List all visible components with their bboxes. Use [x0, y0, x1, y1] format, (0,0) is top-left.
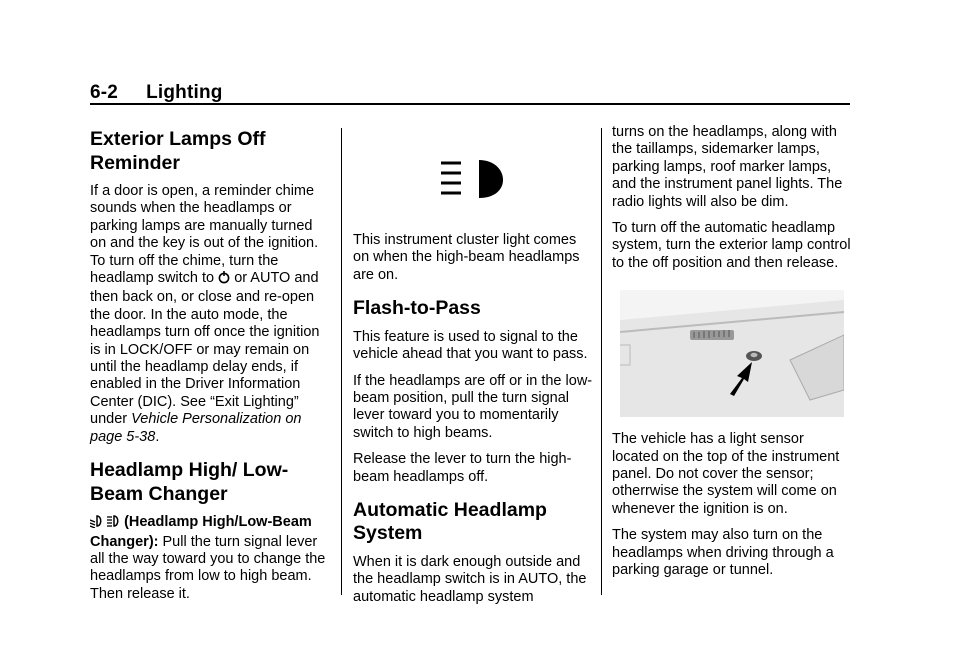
heading-flash-to-pass: Flash-to-Pass — [353, 297, 481, 320]
lamp-off-icon — [218, 270, 230, 289]
paragraph — [90, 183, 330, 446]
paragraph-text: If a door is open, a reminder chime sounds when the headlamps or parking lamps are manually turned on and the key is out of the ignition. To turn off the chime, turn the headlamp switch to — [90, 183, 319, 287]
cross-reference-link[interactable]: Vehicle Personalization on page 5-38 — [90, 411, 302, 445]
column-2 — [353, 122, 593, 615]
high-beam-indicator-icon — [439, 158, 509, 200]
section-title: Lighting — [146, 82, 223, 103]
paragraph — [90, 514, 330, 603]
paragraph: To turn off the automatic headlamp system, turn the exterior lamp control to the off position and then release. — [612, 220, 851, 271]
paragraph-text: or AUTO and then back on, or close and re-open the door. In the auto mode, the headlamps turn off once the ignition is in LOCK/OFF or may remain on until the headlamp delay ends, if enabled in the Driver Information Center (DIC). See “Exit Lighting” under — [90, 270, 320, 428]
feature-label: (Headlamp High/Low-Beam Changer): — [90, 514, 312, 550]
paragraph-text: . — [155, 428, 160, 445]
paragraph: If the headlamps are off or in the low-beam position, pull the turn signal lever toward you to momentarily switch to high beams. — [353, 372, 593, 441]
column-1 — [90, 122, 330, 612]
header-rule — [90, 103, 850, 105]
paragraph: When it is dark enough outside and the headlamp switch is in AUTO, the automatic headlamp system — [353, 553, 587, 605]
heading-headlamp-high-low-beam-changer: Headlamp High/ Low-Beam Changer — [90, 459, 289, 505]
high-beam-icon — [107, 514, 120, 533]
low-beam-icon — [90, 514, 103, 533]
paragraph: This instrument cluster light comes on when the high-beam headlamps are on. — [353, 232, 580, 283]
page-number: 6-2 — [90, 82, 119, 103]
column-3 — [612, 124, 852, 589]
paragraph: The system may also turn on the headlamps when driving through a parking garage or tunnel. — [612, 527, 834, 579]
heading-automatic-headlamp-system: Automatic Headlamp System — [353, 498, 547, 545]
paragraph-text: Pull the turn signal lever all the way toward you to change the headlamps from low to high beam. Then release it. — [90, 533, 326, 602]
paragraph: This feature is used to signal to the vehicle ahead that you want to pass. — [353, 328, 588, 363]
paragraph: The vehicle has a light sensor located on the top of the instrument panel. Do not cover the sensor; otherrwise the system will come on whenever the ignition is on. — [612, 431, 840, 517]
light-sensor-illustration — [620, 290, 844, 417]
column-divider — [601, 128, 602, 595]
paragraph: Release the lever to turn the high-beam headlamps off. — [353, 451, 572, 485]
heading-exterior-lamps-off-reminder: Exterior Lamps Off Reminder — [90, 128, 266, 174]
column-divider — [341, 128, 342, 595]
paragraph: turns on the headlamps, along with the taillamps, sidemarker lamps, parking lamps, roof marker lamps, and the instrument panel lights. The radio lights will also be dim. — [612, 124, 843, 210]
page-header — [90, 82, 850, 104]
